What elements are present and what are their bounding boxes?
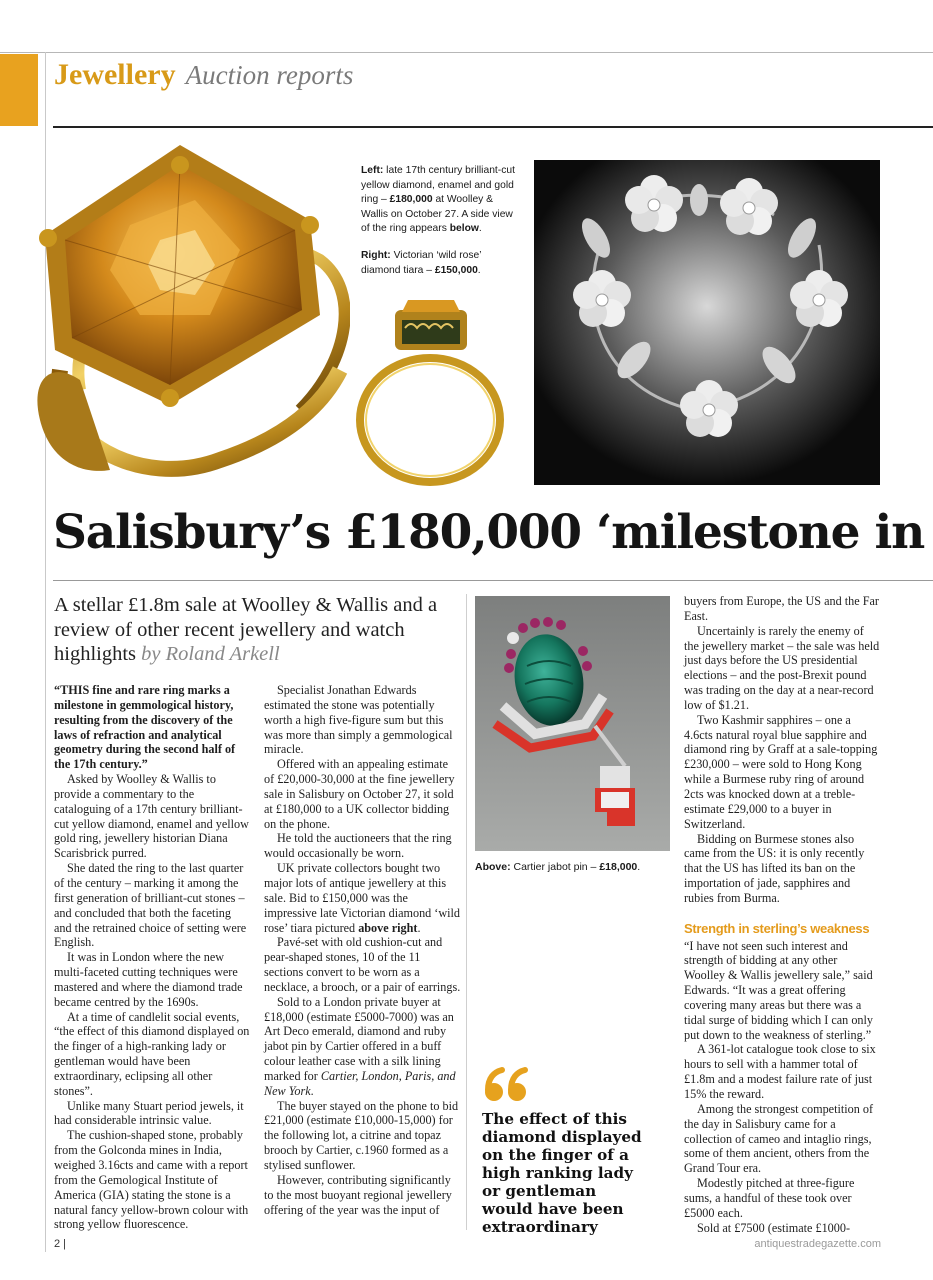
paragraph: buyers from Europe, the US and the Far East. xyxy=(684,594,879,623)
paragraph: She dated the ring to the last quarter of the century – marking it among the first generation of brilliant-cut stones – and concluded that both the faceting and the retrained choice of setting were English. xyxy=(54,861,247,950)
paragraph: Asked by Woolley & Wallis to provide a commentary to the cataloguing of a 17th century brilliant-cut yellow diamond, enamel and yellow gold ring, jewellery historian Diana Scarisbrick purred. xyxy=(54,772,249,861)
paragraph: It was in London where the new multi-faceted cutting techniques were mastered and where the diamond trade became centred by the 1690s. xyxy=(54,950,243,1009)
cartier-jabot-pin-photo xyxy=(475,596,670,851)
paragraph: “I have not seen such interest and strength of bidding at any other Woolley & Wallis jewellery sale,” said Edwards. “It was a great offering covering many areas but there was a tidal surge of bidding which I can only put down to the weakness of sterling.” xyxy=(684,938,873,1042)
article-column-1 xyxy=(54,683,250,1232)
paragraph: UK private collectors bought two major lots of antique jewellery at this sale. Bid to £150,000 was the impressive late Victorian diamond ‘wild rose’ tiara pictured above right. xyxy=(264,861,461,935)
section-subtitle: Auction reports xyxy=(185,60,354,90)
paragraph: A 361-lot catalogue took close to six hours to sell with a hammer total of £1.8m and a modest failure rate of just 15% the reward. xyxy=(684,1042,876,1101)
subheading: Strength in sterling’s weakness xyxy=(684,920,870,936)
headline-rule xyxy=(53,580,933,581)
paragraph: The cushion-shaped stone, probably from the Golconda mines in India, weighed 3.16cts and came with a report from the Gemological Institute of America (GIA) stating the stone is a natural fancy yellow-brown colour with strong yellow fluorescence. xyxy=(54,1128,249,1232)
top-rule xyxy=(0,52,933,53)
column-divider xyxy=(466,594,467,1230)
caption-right: Right: Victorian ‘wild rose’ diamond tiara – £150,000. xyxy=(361,249,482,276)
paragraph: Pavé-set with old cushion-cut and pear-shaped stones, 10 of the 11 sections convert to be worn as a necklace, a brooch, or a pair of earrings. xyxy=(264,935,461,994)
tiara-photo xyxy=(534,160,880,485)
section-header xyxy=(54,58,353,92)
standfirst xyxy=(54,593,459,667)
page-number: 2 | xyxy=(54,1238,67,1250)
section-title: Jewellery xyxy=(54,58,176,91)
byline: by Roland Arkell xyxy=(141,643,280,665)
paragraph: At a time of candlelit social events, “the effect of this diamond displayed on the finger of a high-ranking lady or gentleman would have been extraordinary, eclipsing all other stones”. xyxy=(54,1009,250,1098)
ring-side-view-photo xyxy=(350,290,515,490)
article-column-2 xyxy=(264,683,461,1217)
caption-pin: Above: Cartier jabot pin – £18,000. xyxy=(475,861,641,873)
photo-captions-top xyxy=(361,164,521,290)
paragraph: The buyer stayed on the phone to bid £21,000 (estimate £10,000-15,000) for the following lot, a citrine and topaz brooch by Cartier, c.1960 formed as a stylised sunflower. xyxy=(264,1098,459,1172)
paragraph: Sold to a London private buyer at £18,000 (estimate £5000-7000) was an Art Deco emerald, diamond and ruby jabot pin by Cartier offered in a buff colour leather case with a silk lining marked for Cartier, London, Paris, and New York. xyxy=(264,994,456,1098)
caption-left: Left: late 17th century brilliant-cut yellow diamond, enamel and gold ring – £180,000 at Woolley & Wallis on October 27. A side view of the ring appears below. xyxy=(361,165,515,235)
pull-quote: The effect of this diamond displayed on the finger of a high ranking lady or gentleman would have been extraordinary xyxy=(482,1110,642,1236)
yellow-diamond-ring-photo xyxy=(20,130,350,495)
section-color-tab xyxy=(0,54,38,126)
paragraph: Offered with an appealing estimate of £20,000-30,000 at the fine jewellery sale in Salisbury on October 27, it sold at £180,000 to a UK collector bidding on the phone. xyxy=(264,757,455,831)
paragraph: Among the strongest competition of the day in Salisbury came for a collection of cameo and intaglio rings, some of them ancient, others from the Grand Tour era. xyxy=(684,1101,874,1176)
lead-paragraph: “THIS fine and rare ring marks a milestone in gemmological history, resulting from the discovery of the laws of refraction and analytical geometry during the second half of the 17th century.” xyxy=(54,683,236,772)
site-url[interactable]: antiquestradegazette.com xyxy=(754,1238,881,1250)
paragraph: Specialist Jonathan Edwards estimated the stone was potentially worth a high five-figure sum but this was more than simply a gemmological miracle. xyxy=(264,683,453,757)
paragraph: Unlike many Stuart period jewels, it had considerable intrinsic value. xyxy=(54,1098,244,1128)
paragraph: Bidding on Burmese stones also came from the US: it is only recently that the US has lifted its ban on the importation of jade, sapphires and rubies from Burma. xyxy=(684,831,865,905)
paragraph: Sold at £7500 (estimate £1000- xyxy=(697,1220,850,1235)
paragraph: Uncertainly is rarely the enemy of the jewellery market – the sale was held just days before the US presidential elections – and the post-Brexit pound was trading on the day at a near-record low of $1.21. xyxy=(684,623,880,712)
paragraph: He told the auctioneers that the ring would occasionally be worn. xyxy=(264,831,452,861)
paragraph: Modestly pitched at three-figure sums, a handful of these took over £5000 each. xyxy=(684,1176,855,1220)
standfirst-text: A stellar £1.8m sale at Woolley & Wallis and a review of other recent jewellery and watch highlights xyxy=(54,594,438,665)
paragraph: Two Kashmir sapphires – one a 4.6cts natural royal blue sapphire and diamond ring by Graff at a sale-topping £230,000 – were sold to Hong Kong while a Burmese ruby ring of around 2cts was knocked down at a treble-estimate £29,000 to a buyer in Switzerland. xyxy=(684,712,878,831)
header-rule xyxy=(53,126,933,128)
quote-mark-icon xyxy=(482,1066,532,1106)
paragraph: However, contributing significantly to the most buoyant regional jewellery offering of the year was the input of xyxy=(264,1172,452,1217)
article-column-4 xyxy=(684,594,880,1235)
headline: Salisbury’s £180,000 ‘milestone in xyxy=(53,505,925,560)
